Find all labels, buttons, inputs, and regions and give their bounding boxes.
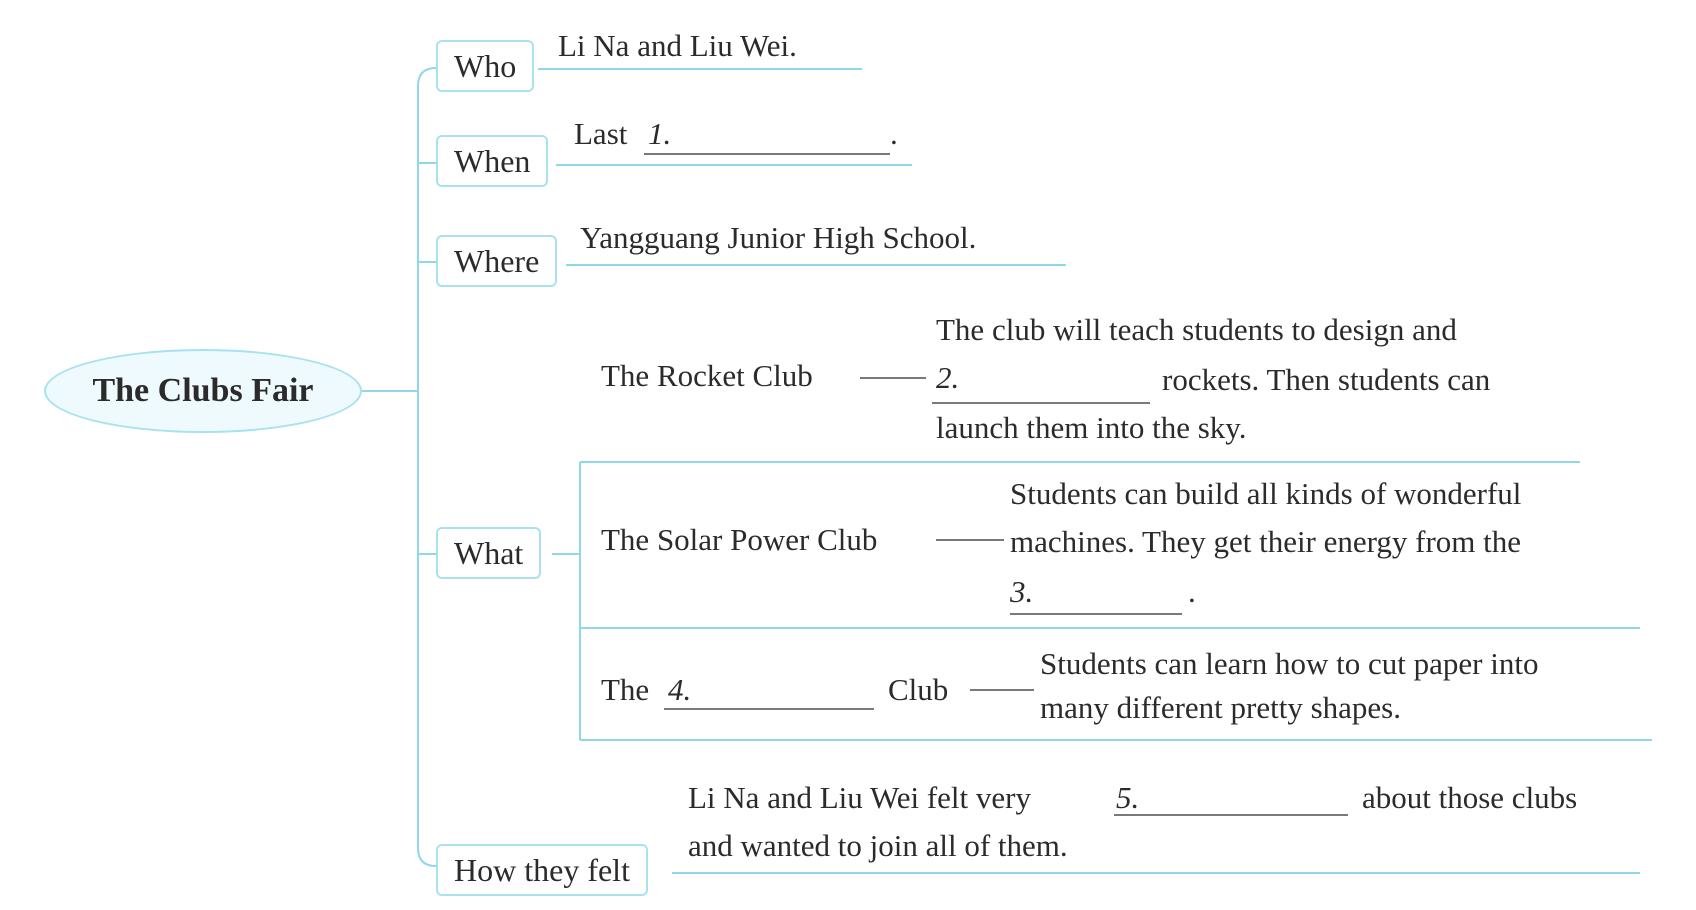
rocket-desc-line2: rockets. Then students can [1162, 362, 1491, 397]
blank-2-number: 2. [936, 360, 960, 395]
when-prefix: Last [574, 116, 628, 151]
who-label-box [436, 40, 534, 92]
what-label-box [436, 527, 541, 579]
who-label: Who [454, 48, 517, 84]
where-answer: Yangguang Junior High School. [580, 220, 977, 255]
solar-club-name: The Solar Power Club [601, 522, 878, 557]
how-label-box [436, 844, 648, 896]
rocket-desc-line3: launch them into the sky. [936, 410, 1247, 445]
central-title: The Clubs Fair [92, 372, 314, 409]
blank-5-number: 5. [1116, 780, 1140, 815]
when-suffix: . [890, 116, 898, 151]
blank-3-number: 3. [1010, 574, 1034, 609]
solar-desc-line1: Students can build all kinds of wonderful [1010, 476, 1522, 511]
who-answer: Li Na and Liu Wei. [558, 28, 797, 63]
solar-desc-line2: machines. They get their energy from the [1010, 524, 1522, 559]
when-label-box [436, 135, 548, 187]
what-label: What [454, 535, 524, 571]
how-line2: and wanted to join all of them. [688, 828, 1068, 863]
when-label: When [454, 143, 531, 179]
where-label: Where [454, 243, 540, 279]
how-label: How they felt [454, 852, 630, 888]
paper-desc-line2: many different pretty shapes. [1040, 690, 1401, 725]
how-line1-after: about those clubs [1362, 780, 1578, 815]
where-label-box [436, 235, 557, 287]
blank-4-number: 4. [668, 672, 692, 707]
paper-club-prefix: The [601, 672, 650, 707]
solar-desc-after: . [1188, 574, 1196, 609]
rocket-desc-line1: The club will teach students to design and [936, 312, 1457, 347]
how-line1-before: Li Na and Liu Wei felt very [688, 780, 1031, 815]
rocket-club-name: The Rocket Club [601, 358, 813, 393]
central-node [44, 349, 362, 433]
blank-1-number: 1. [648, 116, 672, 151]
paper-desc-line1: Students can learn how to cut paper into [1040, 646, 1539, 681]
paper-club-suffix: Club [888, 672, 949, 707]
